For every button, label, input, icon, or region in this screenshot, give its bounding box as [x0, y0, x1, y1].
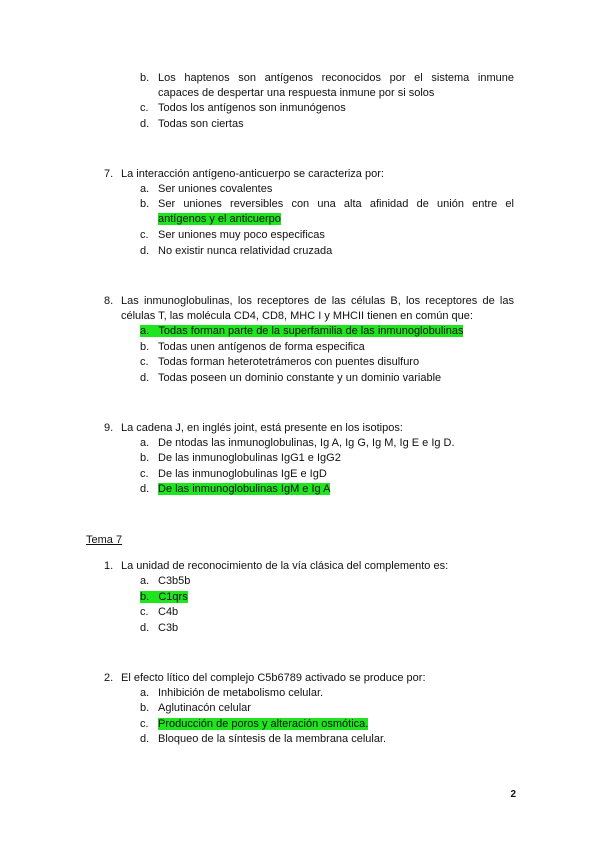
option-text: Todas forman heterotetrámeros con puentes disulfuro: [158, 356, 420, 368]
option-text: Aglutinacón celular: [158, 702, 251, 714]
question-text: La cadena J, en inglés joint, está presente en los isotipos:: [121, 422, 403, 434]
option-letter: b.: [140, 341, 150, 353]
option-letter: c.: [140, 356, 149, 368]
option-text: No existir nunca relatividad cruzada: [158, 245, 333, 257]
question-text: La unidad de reconocimiento de la vía clásica del complemento es:: [121, 560, 449, 572]
option-text: Todas poseen un dominio constante y un dominio variable: [158, 372, 442, 384]
option-text: capaces de despertar una respuesta inmune por si solos: [158, 87, 435, 99]
option-letter: d.: [140, 372, 150, 384]
option-text: De ntodas las inmunoglobulinas, Ig A, Ig G, Ig M, Ig E e Ig D.: [158, 437, 455, 449]
document-page: b. Los haptenos son antígenos reconocidos por el sistema inmune capaces de despertar una respuesta inmune por si solos c. Todos los antígenos son inmunógenos d. Todas son ciertas 7. La interacción antígeno-anticuerpo se caracteriza por: a. Ser uniones covalentes b. Ser uniones reversibles con una alta afinidad de unión entre el antígenos y el anticuerpo c. Ser uniones muy poco especificas d. No existir nunca relatividad cruzada 8. Las inmunoglobulinas, los receptores de las células B, los receptores de las células T, las molécula CD4, CD8, MHC I y MHCII tienen en común que: a. Todas forman parte de la superfamilia de las inmunoglobulinas b. Todas unen antígenos de forma especifica c. Todas forman heterotetrámeros con puentes disulfuro d. Todas poseen un dominio constante y un dominio variable 9. La cadena J, en inglés joint, está presente en los isotipos: a. De ntodas las inmunoglobulinas, Ig A, Ig G, Ig M, Ig E e Ig D. b. De las inmunoglobulinas IgG1 e IgG2 c. De las inmunoglobulinas IgE e IgD d. De las inmunoglobulinas IgM e Ig A Tema 7 1. La unidad de reconocimiento de la vía clásica del complemento es: a. C3b5b b. C1qrs c. C4b d. C3b 2. El efecto lítico del complejo C5b6789 activado se produce por: a. Inhibición de metabolismo celular. b. Aglutinacón celular c. Producción de poros y alteración osmótica. d. Bloqueo de la síntesis de la membrana celular. 2: [86, 72, 516, 800]
option-text: Todas son ciertas: [158, 118, 244, 130]
question-number: 1.: [104, 560, 114, 572]
option-letter: b.: [140, 72, 150, 84]
option-letter: d.: [140, 118, 150, 130]
question-number: 2.: [104, 672, 114, 684]
option-letter: b.: [140, 702, 150, 714]
option-text: Ser uniones covalentes: [158, 183, 273, 195]
option-text: Bloqueo de la síntesis de la membrana celular.: [158, 733, 387, 745]
question-text: La interacción antígeno-anticuerpo se caracteriza por:: [121, 168, 384, 180]
option-letter: c.: [140, 718, 149, 730]
option-letter: d.: [140, 733, 150, 745]
option-text: antígenos y el anticuerpo: [158, 213, 281, 225]
question-text: El efecto lítico del complejo C5b6789 activado se produce por:: [121, 672, 426, 684]
question-number: 9.: [104, 422, 114, 434]
option-text: Todas unen antígenos de forma especifica: [158, 341, 365, 353]
option-correct-highlight: a. Todas forman parte de la superfamilia de las inmunoglobulinas: [140, 325, 464, 337]
option-letter: a.: [140, 575, 150, 587]
option-text: Todos los antígenos son inmunógenos: [158, 102, 346, 114]
option-correct-highlight: b. C1qrs: [140, 591, 188, 603]
option-letter: d.: [140, 245, 150, 257]
question-number: 7.: [104, 168, 114, 180]
section-title: Tema 7: [86, 534, 123, 546]
option-text: De las inmunoglobulinas IgG1 e IgG2: [158, 452, 341, 464]
option-text: Inhibición de metabolismo celular.: [158, 687, 324, 699]
option-correct-highlight: Producción de poros y alteración osmótica.: [158, 718, 369, 730]
option-text: Ser uniones muy poco especificas: [158, 229, 325, 241]
option-letter: b.: [140, 452, 150, 464]
question-text: Las inmunoglobulinas, los receptores de las células B, los receptores de las: [121, 295, 514, 307]
option-text: C3b: [158, 622, 179, 634]
option-letter: c.: [140, 229, 149, 241]
question-number: 8.: [104, 295, 114, 307]
option-correct-highlight: De las inmunoglobulinas IgM e Ig A: [158, 483, 331, 495]
option-letter: c.: [140, 606, 149, 618]
option-letter: d.: [140, 622, 150, 634]
option-text: C3b5b: [158, 575, 191, 587]
option-letter: c.: [140, 102, 149, 114]
option-letter: d.: [140, 483, 150, 495]
option-text: Los haptenos son antígenos reconocidos por el sistema inmune: [158, 72, 514, 84]
page-number: 2: [510, 789, 516, 800]
option-letter: c.: [140, 468, 149, 480]
option-text: De las inmunoglobulinas IgE e IgD: [158, 468, 327, 480]
option-letter: a.: [140, 437, 150, 449]
question-text: células T, las molécula CD4, CD8, MHC I y MHCII tienen en común que:: [121, 310, 473, 322]
option-text: C4b: [158, 606, 179, 618]
option-letter: a.: [140, 687, 150, 699]
option-letter: a.: [140, 183, 150, 195]
